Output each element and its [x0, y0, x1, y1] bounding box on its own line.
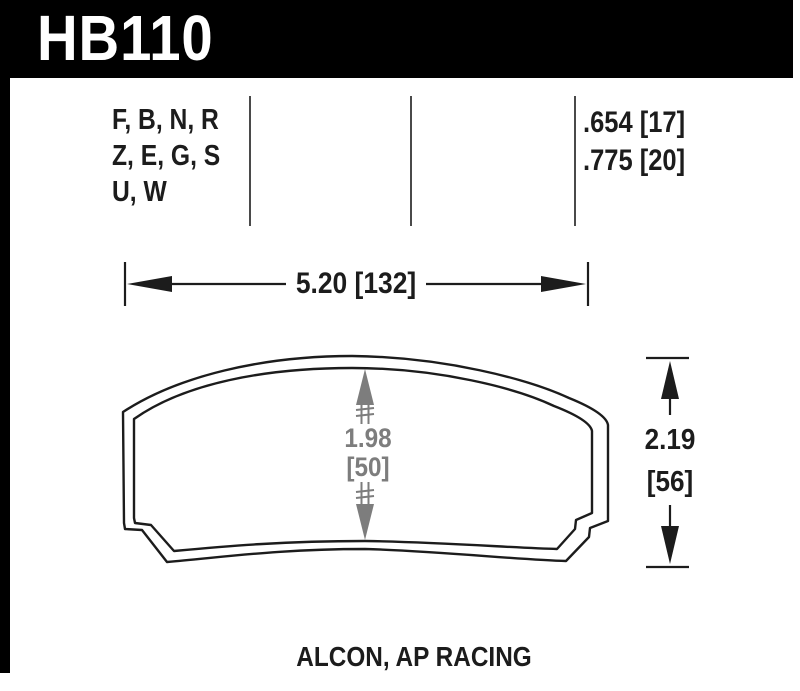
compound-codes-line-3: U, W — [112, 176, 167, 208]
thickness-option-1: .654 [17] — [583, 106, 686, 139]
pad-height-mm: [50] — [346, 452, 390, 482]
height-dimension-arrow-icon — [646, 358, 689, 567]
pad-height-value: 1.98 — [344, 423, 392, 453]
compound-codes-line-1: F, B, N, R — [112, 104, 219, 136]
overall-height-mm: [56] — [646, 466, 694, 498]
thickness-option-2: .775 [20] — [583, 144, 686, 177]
width-dimension-label: 5.20 [132] — [295, 267, 417, 300]
part-number: HB110 — [37, 2, 214, 74]
overall-height-value: 2.19 — [644, 424, 696, 456]
applications-text: ALCON, AP RACING — [296, 641, 532, 672]
compound-codes-line-2: Z, E, G, S — [112, 140, 221, 172]
